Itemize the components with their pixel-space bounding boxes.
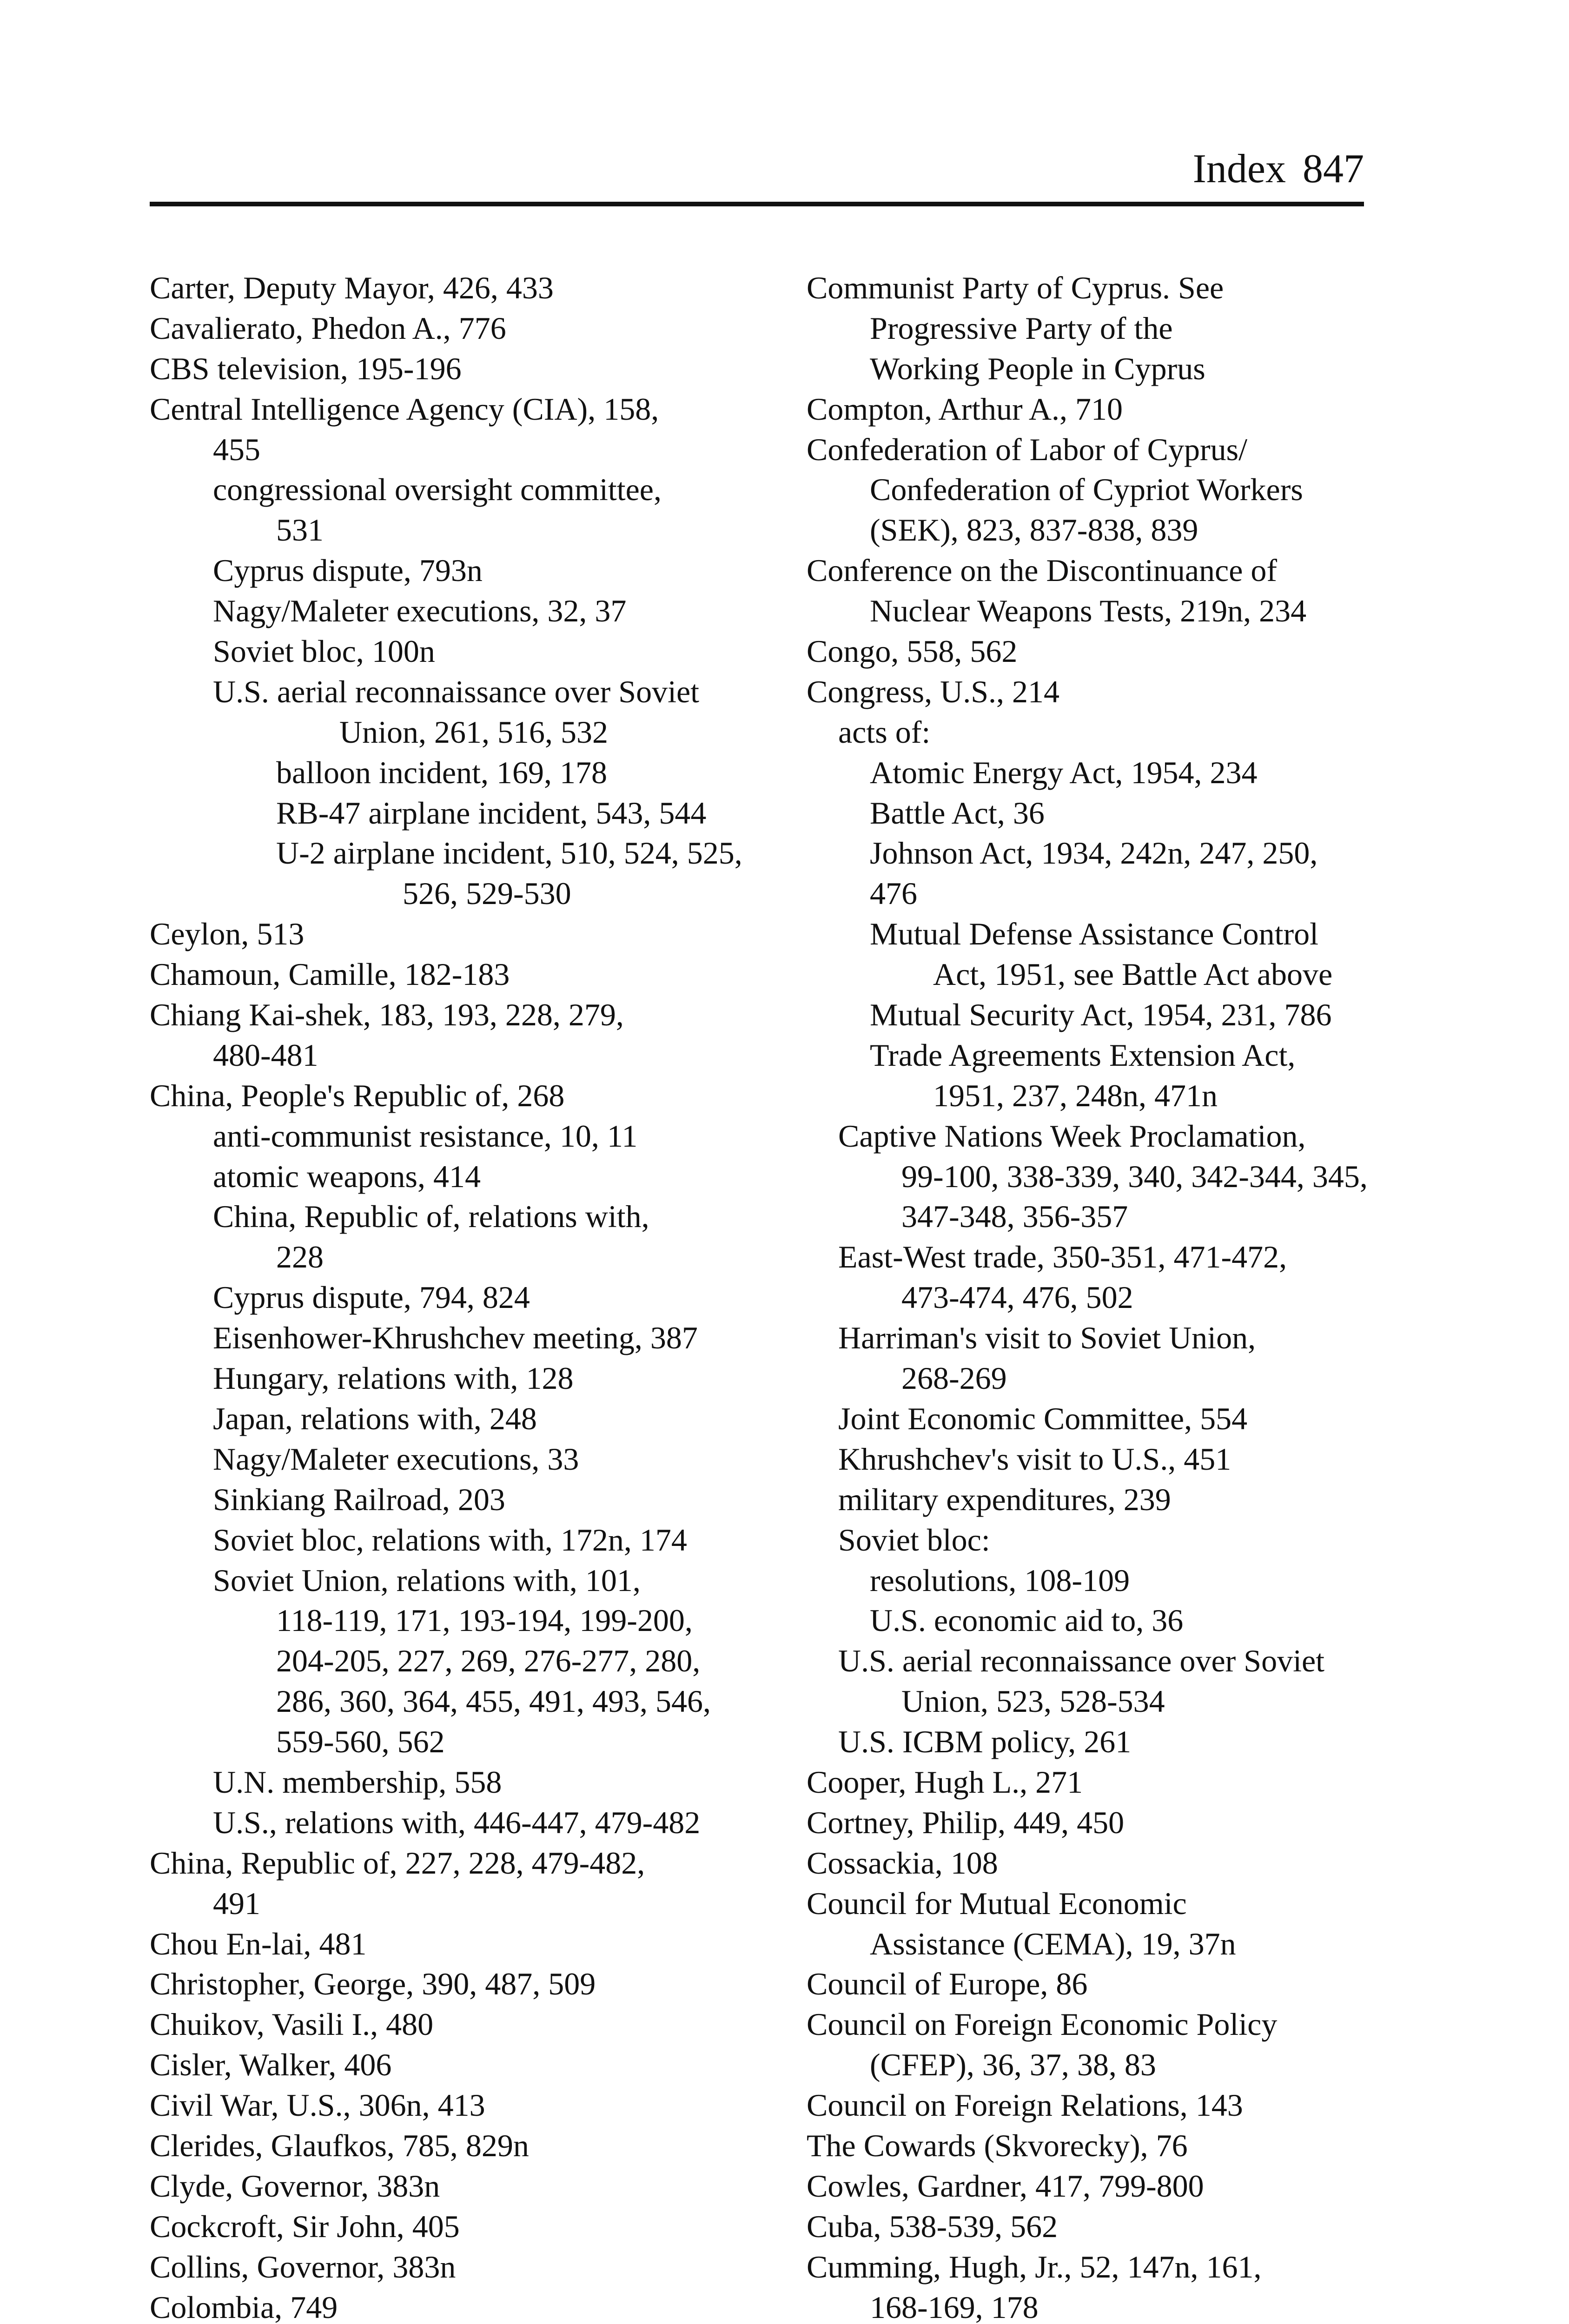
index-entry-line: U.N. membership, 558 <box>213 1764 502 1800</box>
index-entry-line: Hungary, relations with, 128 <box>213 1360 574 1396</box>
index-entry-line: U.S. ICBM policy, 261 <box>838 1724 1132 1760</box>
index-entry-line: U.S. aerial reconnaissance over Soviet <box>838 1643 1325 1679</box>
index-entry-line: Cooper, Hugh L., 271 <box>807 1764 1083 1800</box>
index-entry-line: Captive Nations Week Proclamation, <box>838 1118 1306 1154</box>
index-entry-line: Council on Foreign Economic Policy <box>807 2007 1278 2042</box>
index-entry-line: Cockcroft, Sir John, 405 <box>150 2208 460 2244</box>
index-entry-line: Cavalierato, Phedon A., 776 <box>150 310 506 346</box>
index-entry-line: Assistance (CEMA), 19, 37n <box>870 1926 1236 1961</box>
index-entry-line: Harriman's visit to Soviet Union, <box>838 1320 1256 1356</box>
index-entry-line: 268-269 <box>901 1360 1007 1396</box>
index-entry-line: Compton, Arthur A., 710 <box>807 391 1123 427</box>
index-entry-line: Clyde, Governor, 383n <box>150 2168 440 2204</box>
index-entry-line: anti-communist resistance, 10, 11 <box>213 1118 638 1154</box>
index-entry-line: Johnson Act, 1934, 242n, 247, 250, <box>870 835 1318 871</box>
index-column-right <box>807 268 1411 2324</box>
index-entry-line: 99-100, 338-339, 340, 342-344, 345, <box>901 1158 1368 1194</box>
index-entry-line: 491 <box>213 1885 260 1921</box>
index-entry-line: Civil War, U.S., 306n, 413 <box>150 2087 485 2123</box>
page-number: 847 <box>1303 146 1364 191</box>
index-entry-line: Clerides, Glaufkos, 785, 829n <box>150 2127 529 2163</box>
index-entry-line: 1951, 237, 248n, 471n <box>933 1077 1218 1113</box>
index-entry-line: Council of Europe, 86 <box>807 1966 1088 2002</box>
index-entry-line: Act, 1951, see Battle Act above <box>933 957 1333 992</box>
index-entry-line: Chuikov, Vasili I., 480 <box>150 2007 434 2042</box>
index-entry-line: China, People's Republic of, 268 <box>150 1077 565 1113</box>
index-entry-line: U.S. aerial reconnaissance over Soviet <box>213 673 700 709</box>
index-entry-line: military expenditures, 239 <box>838 1481 1171 1517</box>
index-entry-line: 531 <box>276 512 324 548</box>
index-entry-line: Communist Party of Cyprus. See <box>807 270 1224 305</box>
index-entry-line: congressional oversight committee, <box>213 472 662 508</box>
index-entry-line: CBS television, 195-196 <box>150 350 462 386</box>
index-entry-line: 476 <box>870 876 917 911</box>
header-text <box>1192 146 1364 191</box>
index-column-left <box>150 268 791 2324</box>
index-entry-line: Conference on the Discontinuance of <box>807 553 1278 588</box>
index-entry-line: (SEK), 823, 837-838, 839 <box>870 512 1198 548</box>
header-rule <box>150 202 1364 206</box>
index-entry-line: Nagy/Maleter executions, 33 <box>213 1441 579 1477</box>
index-entry-line: 455 <box>213 431 260 467</box>
index-entry-line: Joint Economic Committee, 554 <box>838 1400 1248 1436</box>
index-entry-line: Christopher, George, 390, 487, 509 <box>150 1966 596 2002</box>
index-entry-line: U-2 airplane incident, 510, 524, 525, <box>276 835 742 871</box>
index-entry-line: RB-47 airplane incident, 543, 544 <box>276 795 707 831</box>
index-entry-line: Cuba, 538-539, 562 <box>807 2208 1058 2244</box>
index-entry-line: 473-474, 476, 502 <box>901 1280 1133 1315</box>
index-entry-line: Union, 523, 528-534 <box>901 1684 1165 1719</box>
index-entry-line: Cumming, Hugh, Jr., 52, 147n, 161, <box>807 2249 1262 2284</box>
index-entry-line: 204-205, 227, 269, 276-277, 280, <box>276 1643 701 1679</box>
index-entry-line: Working People in Cyprus <box>870 350 1205 386</box>
index-entry-line: Council for Mutual Economic <box>807 1885 1187 1921</box>
index-entry-line: 228 <box>276 1239 324 1275</box>
index-entry-line: Council on Foreign Relations, 143 <box>807 2087 1243 2123</box>
index-entry-line: Congress, U.S., 214 <box>807 673 1060 709</box>
index-entry-line: Cyprus dispute, 793n <box>213 553 483 588</box>
index-entry-line: Central Intelligence Agency (CIA), 158, <box>150 391 659 427</box>
index-entry-line: Chamoun, Camille, 182-183 <box>150 957 510 992</box>
index-entry-line: Confederation of Labor of Cyprus/ <box>807 431 1247 467</box>
index-entry-line: Confederation of Cypriot Workers <box>870 472 1303 508</box>
index-entry-line: Cossackia, 108 <box>807 1845 998 1881</box>
index-entry-line: Soviet bloc, relations with, 172n, 174 <box>213 1522 687 1558</box>
index-entry-line: Atomic Energy Act, 1954, 234 <box>870 754 1258 790</box>
index-entry-line: Cowles, Gardner, 417, 799-800 <box>807 2168 1204 2204</box>
index-entry-line: Cisler, Walker, 406 <box>150 2047 392 2083</box>
index-entry-line: Soviet bloc: <box>838 1522 990 1558</box>
index-entry-line: China, Republic of, relations with, <box>213 1199 649 1235</box>
index-entry-line: balloon incident, 169, 178 <box>276 754 608 790</box>
index-entry-line: Nuclear Weapons Tests, 219n, 234 <box>870 593 1307 629</box>
index-entry-line: Japan, relations with, 248 <box>213 1400 537 1436</box>
index-entry-line: Eisenhower-Khrushchev meeting, 387 <box>213 1320 698 1356</box>
index-entry-line: Ceylon, 513 <box>150 916 305 952</box>
index-entry-line: 286, 360, 364, 455, 491, 493, 546, <box>276 1684 711 1719</box>
index-entry-line: 168-169, 178 <box>870 2289 1039 2324</box>
index-entry-line: U.S., relations with, 446-447, 479-482 <box>213 1804 701 1840</box>
index-entry-line: 526, 529-530 <box>403 876 571 911</box>
header-title: Index <box>1192 146 1286 191</box>
index-entry-line: resolutions, 108-109 <box>870 1562 1130 1598</box>
index-entry-line: atomic weapons, 414 <box>213 1158 481 1194</box>
running-header <box>150 139 1364 202</box>
index-entry-line: China, Republic of, 227, 228, 479-482, <box>150 1845 645 1881</box>
index-entry-line: Nagy/Maleter executions, 32, 37 <box>213 593 627 629</box>
index-entry-line: Mutual Defense Assistance Control <box>870 916 1319 952</box>
index-entry-line: Khrushchev's visit to U.S., 451 <box>838 1441 1231 1477</box>
index-entry-line: (CFEP), 36, 37, 38, 83 <box>870 2047 1156 2083</box>
index-entry-line: East-West trade, 350-351, 471-472, <box>838 1239 1287 1275</box>
index-entry-line: Cortney, Philip, 449, 450 <box>807 1804 1125 1840</box>
index-entry-line: Soviet Union, relations with, 101, <box>213 1562 641 1598</box>
index-entry-line: Collins, Governor, 383n <box>150 2249 456 2284</box>
index-entry-line: The Cowards (Skvorecky), 76 <box>807 2127 1188 2163</box>
index-entry-line: 559-560, 562 <box>276 1724 445 1760</box>
index-entry-line: Progressive Party of the <box>870 310 1173 346</box>
index-entry-line: Carter, Deputy Mayor, 426, 433 <box>150 270 554 305</box>
index-entry-line: Mutual Security Act, 1954, 231, 786 <box>870 997 1332 1033</box>
index-entry-line: Trade Agreements Extension Act, <box>870 1037 1296 1073</box>
index-entry-line: Chiang Kai-shek, 183, 193, 228, 279, <box>150 997 624 1033</box>
index-entry-line: Congo, 558, 562 <box>807 634 1018 669</box>
index-entry-line: acts of: <box>838 714 931 750</box>
index-entry-line: Chou En-lai, 481 <box>150 1926 367 1961</box>
index-entry-line: Soviet bloc, 100n <box>213 634 435 669</box>
index-entry-line: Sinkiang Railroad, 203 <box>213 1481 505 1517</box>
index-entry-line: Cyprus dispute, 794, 824 <box>213 1280 530 1315</box>
index-entry-line: Colombia, 749 <box>150 2289 338 2324</box>
index-entry-line: 480-481 <box>213 1037 318 1073</box>
index-entry-line: U.S. economic aid to, 36 <box>870 1603 1184 1638</box>
index-entry-line: 118-119, 171, 193-194, 199-200, <box>276 1603 693 1638</box>
index-entry-line: Battle Act, 36 <box>870 795 1045 831</box>
index-entry-line: 347-348, 356-357 <box>901 1199 1128 1235</box>
index-entry-line: Union, 261, 516, 532 <box>339 714 608 750</box>
